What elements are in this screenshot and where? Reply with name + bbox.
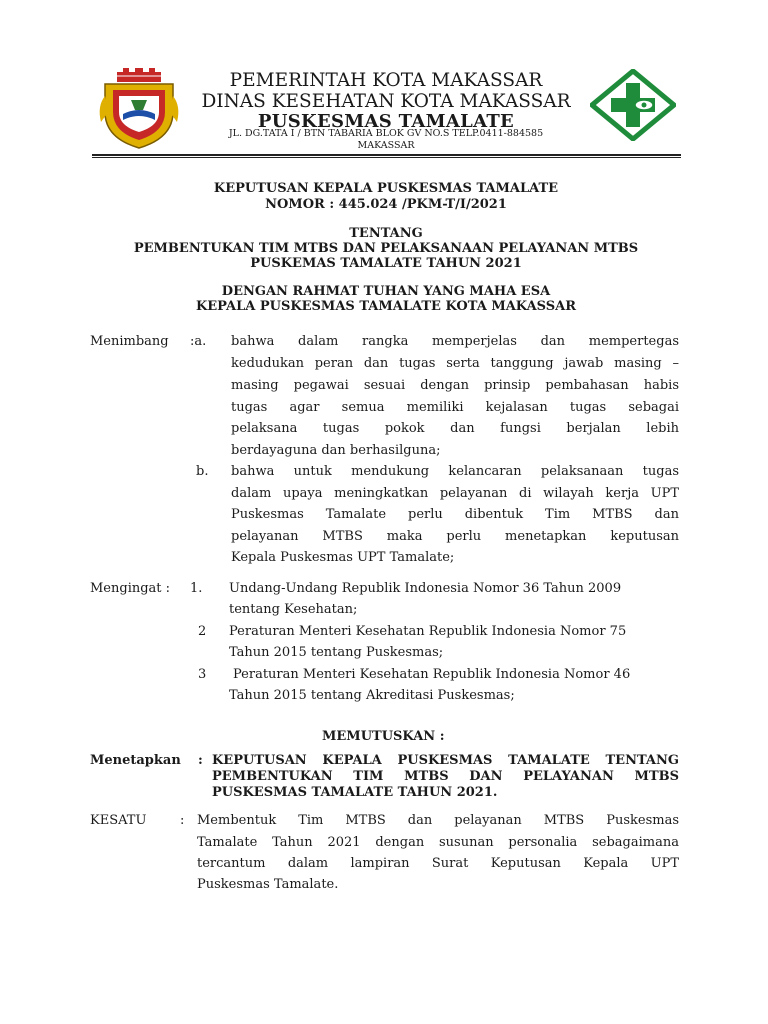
decree-title: KEPUTUSAN KEPALA PUSKESMAS TAMALATE (213, 181, 559, 196)
header-department: DINAS KESEHATAN KOTA MAKASSAR (201, 91, 571, 112)
menimbang-b-line: bahwa untuk mendukung kelancaran pelaksanaan tugas (231, 464, 679, 479)
menimbang-b-line: dalam upaya meningkatkan pelayanan di wilayah kerja UPT (231, 486, 679, 501)
menetapkan-label: Menetapkan (90, 753, 181, 768)
menimbang-a-line: kedudukan peran dan tugas serta tanggung jawab masing – (231, 356, 679, 371)
makassar-emblem-icon (97, 66, 181, 150)
header-address-street: JL. DG.TATA I / BTN TABARIA BLOK GV NO.S TELP.0411-884585 (228, 128, 544, 139)
menimbang-item-b-marker: b. (196, 464, 209, 479)
menetapkan-colon: : (198, 753, 203, 768)
decree-issuer: KEPALA PUSKESMAS TAMALATE KOTA MAKASSAR (195, 299, 577, 314)
mengingat-item-number: 2 (198, 624, 207, 639)
menimbang-label: Menimbang (90, 334, 169, 349)
decree-invocation: DENGAN RAHMAT TUHAN YANG MAHA ESA (221, 284, 551, 299)
memutuskan-heading: MEMUTUSKAN : (322, 729, 445, 744)
mengingat-item-text: Peraturan Menteri Kesehatan Republik Indonesia Nomor 46 (233, 667, 631, 682)
kesatu-line: Tamalate Tahun 2021 dengan susunan personalia sebagaimana (197, 835, 679, 850)
menimbang-a-line: berdayaguna dan berhasilguna; (231, 443, 441, 458)
mengingat-item-text: Tahun 2015 tentang Akreditasi Puskesmas; (229, 688, 515, 703)
mengingat-item-text: Undang-Undang Republik Indonesia Nomor 36 Tahun 2009 (229, 581, 622, 596)
menimbang-item-a-marker: :a. (190, 334, 207, 349)
mengingat-label: Mengingat : (90, 581, 171, 596)
decree-number: NOMOR : 445.024 /PKM-T/I/2021 (265, 197, 507, 212)
header-rule-thin (92, 157, 681, 158)
menimbang-b-line: pelayanan MTBS maka perlu menetapkan keputusan (231, 529, 679, 544)
mengingat-item-text: Peraturan Menteri Kesehatan Republik Indonesia Nomor 75 (229, 624, 627, 639)
puskesmas-logo-icon (590, 69, 676, 141)
menetapkan-line: PUSKESMAS TAMALATE TAHUN 2021. (212, 785, 498, 800)
kesatu-line: tercantum dalam lampiran Surat Keputusan Kepala UPT (197, 856, 679, 871)
menimbang-a-line: tugas agar semua memiliki kejalasan tugas sebagai (231, 400, 679, 415)
menimbang-a-line: masing pegawai sesuai dengan prinsip pembahasan habis (231, 378, 679, 393)
kesatu-line: Membentuk Tim MTBS dan pelayanan MTBS Puskesmas (197, 813, 679, 828)
menetapkan-line: KEPUTUSAN KEPALA PUSKESMAS TAMALATE TENTANG (212, 753, 679, 768)
letterhead (0, 66, 768, 161)
menimbang-a-line: bahwa dalam rangka memperjelas dan mempertegas (231, 334, 679, 349)
kesatu-colon: : (180, 813, 185, 828)
header-government: PEMERINTAH KOTA MAKASSAR (229, 70, 543, 91)
menimbang-b-line: Kepala Puskesmas UPT Tamalate; (231, 550, 455, 565)
mengingat-item-number: 1. (190, 581, 203, 596)
menetapkan-line: PEMBENTUKAN TIM MTBS DAN PELAYANAN MTBS (212, 769, 679, 784)
mengingat-item-text: tentang Kesehatan; (229, 602, 358, 617)
menimbang-b-line: Puskesmas Tamalate perlu dibentuk Tim MTBS dan (231, 507, 679, 522)
header-rule-thick (92, 154, 681, 156)
header-address (196, 128, 576, 152)
kesatu-label: KESATU (90, 813, 147, 828)
menimbang-a-line: pelaksana tugas pokok dan fungsi berjalan lebih (231, 421, 679, 436)
decree-about: TENTANG (349, 226, 423, 241)
kesatu-line: Puskesmas Tamalate. (197, 877, 339, 892)
header-address-city: MAKASSAR (357, 140, 415, 151)
decree-subject-line1: PEMBENTUKAN TIM MTBS DAN PELAKSANAAN PELAYANAN MTBS (133, 241, 639, 256)
header-institution: PUSKESMAS TAMALATE (257, 111, 515, 132)
decree-subject-line2: PUSKEMAS TAMALATE TAHUN 2021 (250, 256, 522, 271)
mengingat-item-text: Tahun 2015 tentang Puskesmas; (229, 645, 444, 660)
mengingat-item-number: 3 (198, 667, 207, 682)
